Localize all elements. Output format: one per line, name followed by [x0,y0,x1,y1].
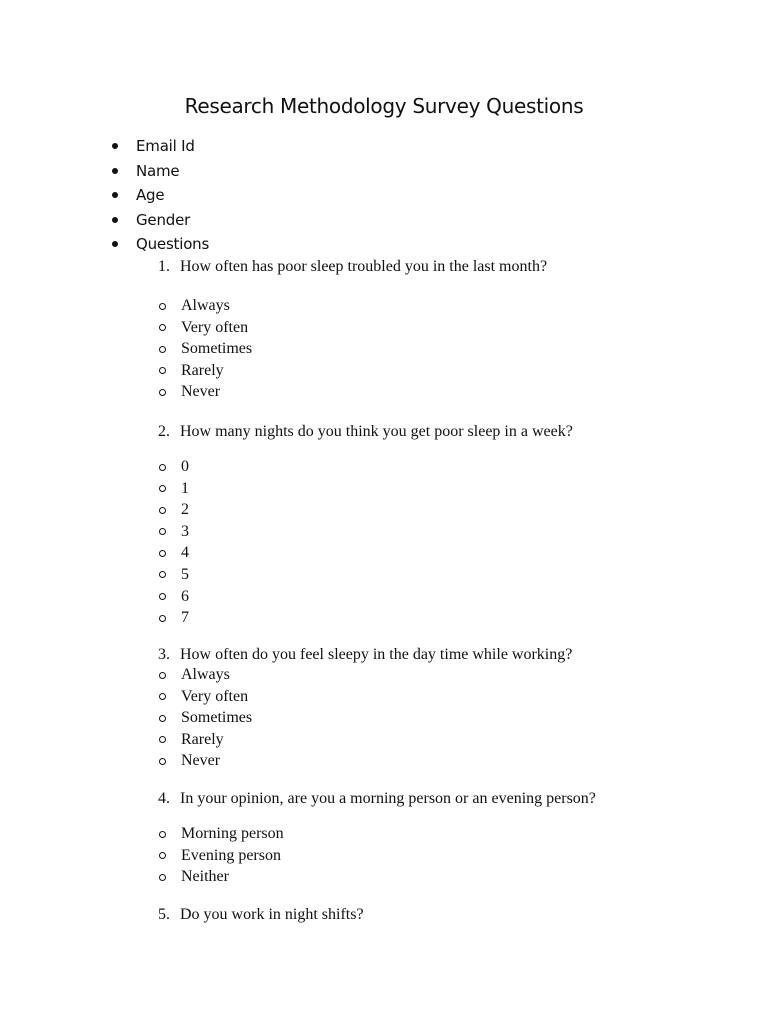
option-item [0,381,768,403]
option-circle-icon [159,736,166,743]
bullet-label: Questions [136,235,210,254]
option-item [0,586,768,608]
bullet-dot-icon [112,241,118,247]
question-text: How many nights do you think you get poor sleep in a week? [180,423,573,440]
question-text: How often has poor sleep troubled you in the last month? [180,258,548,275]
option-circle-icon [159,593,166,600]
option-item [0,664,768,686]
bullet-label: Name [136,161,180,180]
bullet-dot-icon [112,217,118,223]
option-label: 5 [181,565,189,583]
question-number: 2. [158,423,170,440]
option-item [0,542,768,564]
option-label: Rarely [181,730,224,748]
option-item [0,456,768,478]
question-3 [158,645,572,665]
question-number: 4. [158,790,170,807]
option-label: 6 [181,587,189,605]
bullet-list [0,134,768,257]
option-item [0,338,768,360]
bullet-dot-icon [112,168,118,174]
option-label: 3 [181,522,189,540]
option-label: Always [181,666,230,683]
question-number: 5. [158,906,170,923]
option-circle-icon [159,464,166,471]
option-label: 4 [181,544,189,562]
question-2-options [0,456,768,629]
question-number: 1. [158,258,170,275]
option-label: Sometimes [181,340,253,358]
option-circle-icon [159,852,166,859]
option-circle-icon [159,528,166,535]
option-circle-icon [159,367,166,374]
question-text: In your opinion, are you a morning person or an evening person? [180,790,596,807]
option-circle-icon [159,672,166,679]
option-label: Neither [181,868,229,886]
option-label: Morning person [181,825,284,842]
option-label: 1 [181,479,189,497]
option-item [0,707,768,729]
bullet-label: Email Id [136,137,195,155]
option-label: Evening person [181,846,281,864]
question-4 [158,789,596,809]
option-circle-icon [159,874,166,881]
option-circle-icon [159,389,166,396]
question-5 [158,905,364,925]
question-4-options [0,823,768,888]
option-circle-icon [159,831,166,838]
question-number: 3. [158,646,170,663]
bullet-item-gender [0,208,768,233]
option-circle-icon [159,758,166,765]
bullet-item-name [0,159,768,184]
option-item [0,686,768,708]
question-text: Do you work in night shifts? [180,906,364,923]
option-item [0,317,768,339]
option-item [0,478,768,500]
bullet-item-questions [0,232,768,257]
option-circle-icon [159,693,166,700]
option-label: Sometimes [181,709,253,727]
option-label: Never [181,383,221,401]
option-circle-icon [159,324,166,331]
option-circle-icon [159,303,166,310]
option-label: Rarely [181,361,224,379]
option-item [0,729,768,751]
option-circle-icon [159,507,166,514]
option-circle-icon [159,346,166,353]
option-label: 0 [181,458,189,475]
bullet-item-email [0,134,768,159]
option-item [0,845,768,867]
option-item [0,750,768,772]
option-label: 7 [181,609,189,627]
option-item [0,564,768,586]
option-item [0,866,768,888]
option-item [0,521,768,543]
option-circle-icon [159,615,166,622]
option-item [0,823,768,845]
option-circle-icon [159,550,166,557]
bullet-label: Age [136,186,165,205]
page-title: Research Methodology Survey Questions [184,94,584,118]
option-label: 2 [181,501,189,519]
option-circle-icon [159,571,166,578]
option-item [0,295,768,317]
question-1-options [0,295,768,403]
bullet-label: Gender [136,210,191,229]
bullet-dot-icon [112,192,118,198]
bullet-dot-icon [112,143,118,149]
question-text: How often do you feel sleepy in the day time while working? [180,646,573,663]
option-label: Very often [181,687,249,705]
option-label: Very often [181,318,249,336]
option-circle-icon [159,485,166,492]
question-2 [158,422,573,442]
option-item [0,607,768,629]
option-item [0,499,768,521]
option-item [0,360,768,382]
option-label: Always [181,297,230,314]
option-label: Never [181,752,221,770]
question-3-options [0,664,768,772]
option-circle-icon [159,715,166,722]
question-1 [158,257,547,277]
bullet-item-age [0,183,768,208]
